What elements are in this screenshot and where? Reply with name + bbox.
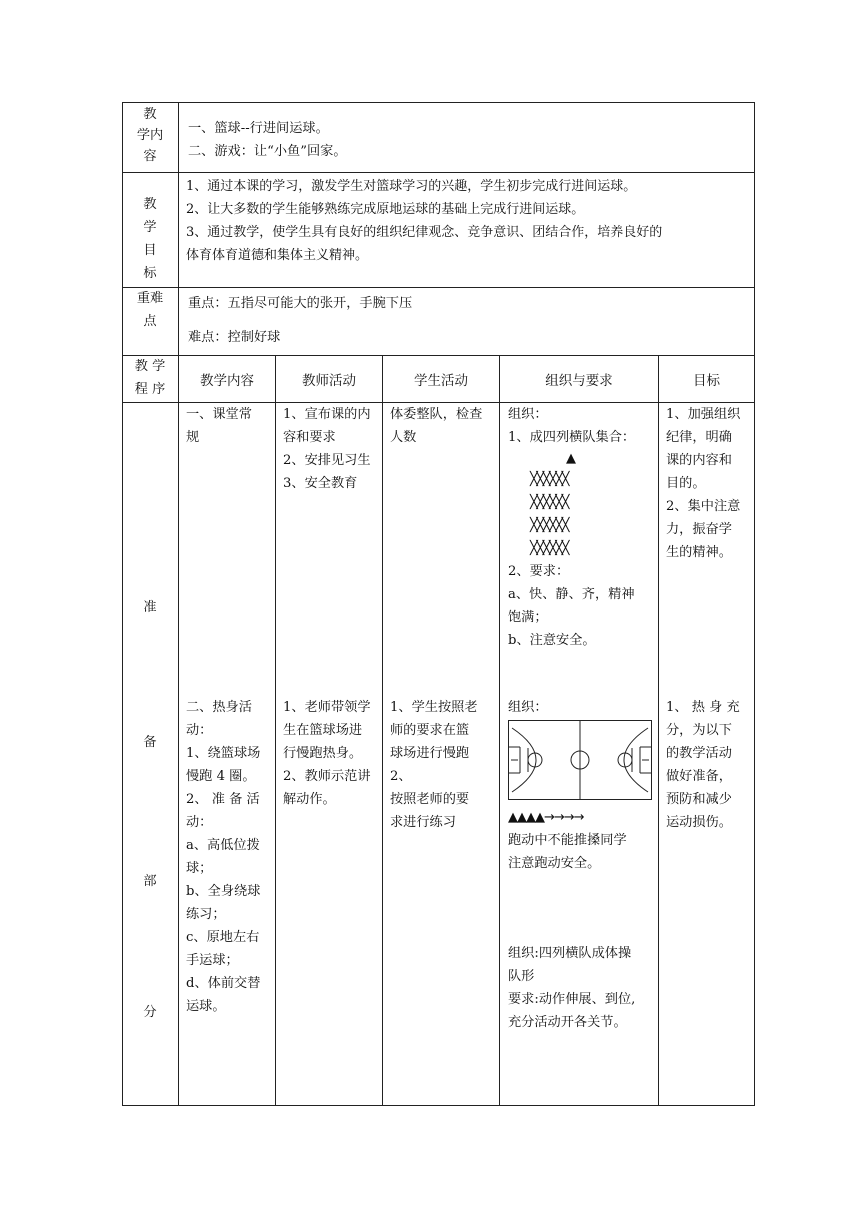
header-teacher: 教师活动 (302, 373, 356, 389)
header-organization: 组织与要求 (545, 373, 613, 389)
part2-goal (666, 696, 740, 834)
header-goal: 目标 (693, 373, 720, 389)
program-header (124, 355, 176, 401)
teacher-position-mark: ▲ (566, 451, 576, 466)
program-header-line: 教 学 (134, 359, 166, 374)
objective-line: 体育体育道德和集体主义精神。 (186, 248, 369, 263)
content-label-line: 容 (143, 149, 157, 164)
part2-goal-line: 预防和减少 (666, 792, 732, 807)
section-label-char: 备 (143, 735, 157, 750)
part2-student (390, 696, 478, 834)
objectives-label (124, 193, 176, 285)
objectives-label-line: 目 (143, 243, 157, 258)
part2-goal-line: 运动损伤。 (666, 815, 732, 830)
part2-content-line: b、全身绕球 (186, 884, 261, 899)
part2-content-line: 球； (186, 861, 213, 876)
part1-requirements (508, 560, 635, 652)
part2-content-line: 二、热身活 (186, 700, 252, 715)
part2-goal-line: 1、 热 身 充 (666, 700, 740, 715)
part2-run-notes (508, 829, 627, 875)
part2-content (186, 696, 260, 1018)
part1-teacher-line: 2、安排见习生 (283, 453, 371, 468)
part2-content-line: c、原地左右 (186, 930, 260, 945)
part1-goal-line: 课的内容和 (666, 453, 732, 468)
part1-org-line: 1、成四列横队集合： (508, 430, 636, 445)
part1-goal-line: 目的。 (666, 476, 706, 491)
part2-content-line: d、体前交替 (186, 976, 261, 991)
objective-line: 1、通过本课的学习，激发学生对篮球学习的兴趣，学生初步完成行进间运球。 (186, 179, 637, 194)
key-point: 重点：五指尽可能大的张开，手腕下压 (188, 296, 413, 311)
running-formation: ▲▲▲▲→→→→ (508, 810, 584, 825)
part2-teacher (283, 696, 371, 811)
objective-line: 2、让大多数的学生能够熟练完成原地运球的基础上完成行进间运球。 (186, 202, 585, 217)
content-items (188, 117, 347, 163)
run-note: 跑动中不能推搡同学 (508, 833, 627, 848)
key-points-label-line: 重难 (136, 291, 164, 306)
formation-row: ╳╳╳╳╳╳ (530, 541, 568, 556)
part1-goal-line: 生的精神。 (666, 545, 732, 560)
objectives-label-line: 教 (143, 197, 157, 212)
section-label-char: 部 (143, 874, 157, 889)
part2-teacher-line: 1、老师带领学 (283, 700, 371, 715)
part1-content (186, 403, 252, 449)
header-content: 教学内容 (200, 373, 254, 389)
part2-content-line: 运球。 (186, 999, 226, 1014)
formation-row: ╳╳╳╳╳╳ (530, 472, 568, 487)
objectives-label-line: 学 (143, 220, 157, 235)
formation-grid (530, 468, 568, 560)
part1-student-line: 体委整队，检查 (390, 407, 483, 422)
part2-teacher-line: 生在篮球场进 (283, 723, 363, 738)
part2-org2 (508, 942, 635, 1034)
part1-req-line: b、注意安全。 (508, 633, 596, 648)
part2-content-line: 慢跑 4 圈。 (186, 769, 256, 784)
difficult-point: 难点：控制好球 (188, 330, 281, 345)
formation-row: ╳╳╳╳╳╳ (530, 495, 568, 510)
key-points-label (124, 287, 176, 333)
part1-teacher (283, 403, 371, 495)
section-label-char: 分 (143, 1005, 157, 1020)
part2-student-line: 1、学生按照老 (390, 700, 478, 715)
part2-student-line: 按照老师的要 (390, 792, 470, 807)
part2-student-line: 球场进行慢跑 (390, 746, 470, 761)
content-label (124, 104, 176, 167)
basketball-court-diagram (508, 720, 652, 800)
content-label-line: 学内 (136, 128, 164, 143)
section-label-char: 准 (143, 600, 157, 615)
part1-goal-line: 纪律，明确 (666, 430, 732, 445)
objectives-text (186, 175, 662, 267)
objective-line: 3、通过教学，使学生具有良好的组织纪律观念、竞争意识、团结合作，培养良好的 (186, 225, 663, 240)
content-item: 二、游戏：让“小鱼”回家。 (188, 144, 347, 159)
part2-org2-line: 要求:动作伸展、到位, (508, 992, 636, 1007)
part1-req-line: a、快、静、齐，精神 (508, 587, 635, 602)
header-student: 学生活动 (414, 373, 468, 389)
content-label-line: 教 (143, 107, 157, 122)
part1-req-line: 2、要求： (508, 564, 570, 579)
part1-req-line: 饱满； (508, 610, 548, 625)
part1-org-line: 组织： (508, 407, 548, 422)
part1-goal-line: 1、加强组织 (666, 407, 741, 422)
part2-student-line: 2、 (390, 769, 412, 784)
program-header-line: 程 序 (134, 382, 166, 397)
part2-student-line: 求进行练习 (390, 815, 456, 830)
part2-content-line: 练习； (186, 907, 226, 922)
objectives-label-line: 标 (143, 266, 157, 281)
part1-teacher-line: 容和要求 (283, 430, 336, 445)
part2-teacher-line: 行慢跑热身。 (283, 746, 363, 761)
part2-org2-line: 队形 (508, 969, 535, 984)
part1-goal-line: 力，振奋学 (666, 522, 732, 537)
part2-content-line: 动： (186, 815, 213, 830)
part1-content-line: 一、课堂常 (186, 407, 252, 422)
part2-teacher-line: 解动作。 (283, 792, 336, 807)
part2-goal-line: 分，为以下 (666, 723, 732, 738)
part2-org2-line: 充分活动开各关节。 (508, 1015, 627, 1030)
part2-content-line: 2、 准 备 活 (186, 792, 260, 807)
part2-org-label: 组织： (508, 700, 548, 715)
part1-teacher-line: 1、宣布课的内 (283, 407, 371, 422)
part2-teacher-line: 2、教师示范讲 (283, 769, 371, 784)
key-points-label-line: 点 (143, 314, 157, 329)
part1-student (390, 403, 482, 449)
formation-row: ╳╳╳╳╳╳ (530, 518, 568, 533)
part1-content-line: 规 (186, 430, 200, 445)
run-note: 注意跑动安全。 (508, 856, 601, 871)
part2-goal-line: 做好准备， (666, 769, 732, 784)
content-item: 一、篮球--行进间运球。 (188, 121, 329, 136)
part2-content-line: 1、绕篮球场 (186, 746, 261, 761)
part1-organization (508, 403, 635, 449)
part2-content-line: 手运球； (186, 953, 239, 968)
part1-goal (666, 403, 740, 564)
part2-goal-line: 的教学活动 (666, 746, 732, 761)
part1-goal-line: 2、集中注意 (666, 499, 741, 514)
part2-content-line: 动： (186, 723, 213, 738)
part1-student-line: 人数 (390, 430, 417, 445)
part1-teacher-line: 3、安全教育 (283, 476, 358, 491)
part2-org2-line: 组织:四列横队成体操 (508, 946, 632, 961)
part2-content-line: a、高低位拨 (186, 838, 260, 853)
part2-student-line: 师的要求在篮 (390, 723, 470, 738)
